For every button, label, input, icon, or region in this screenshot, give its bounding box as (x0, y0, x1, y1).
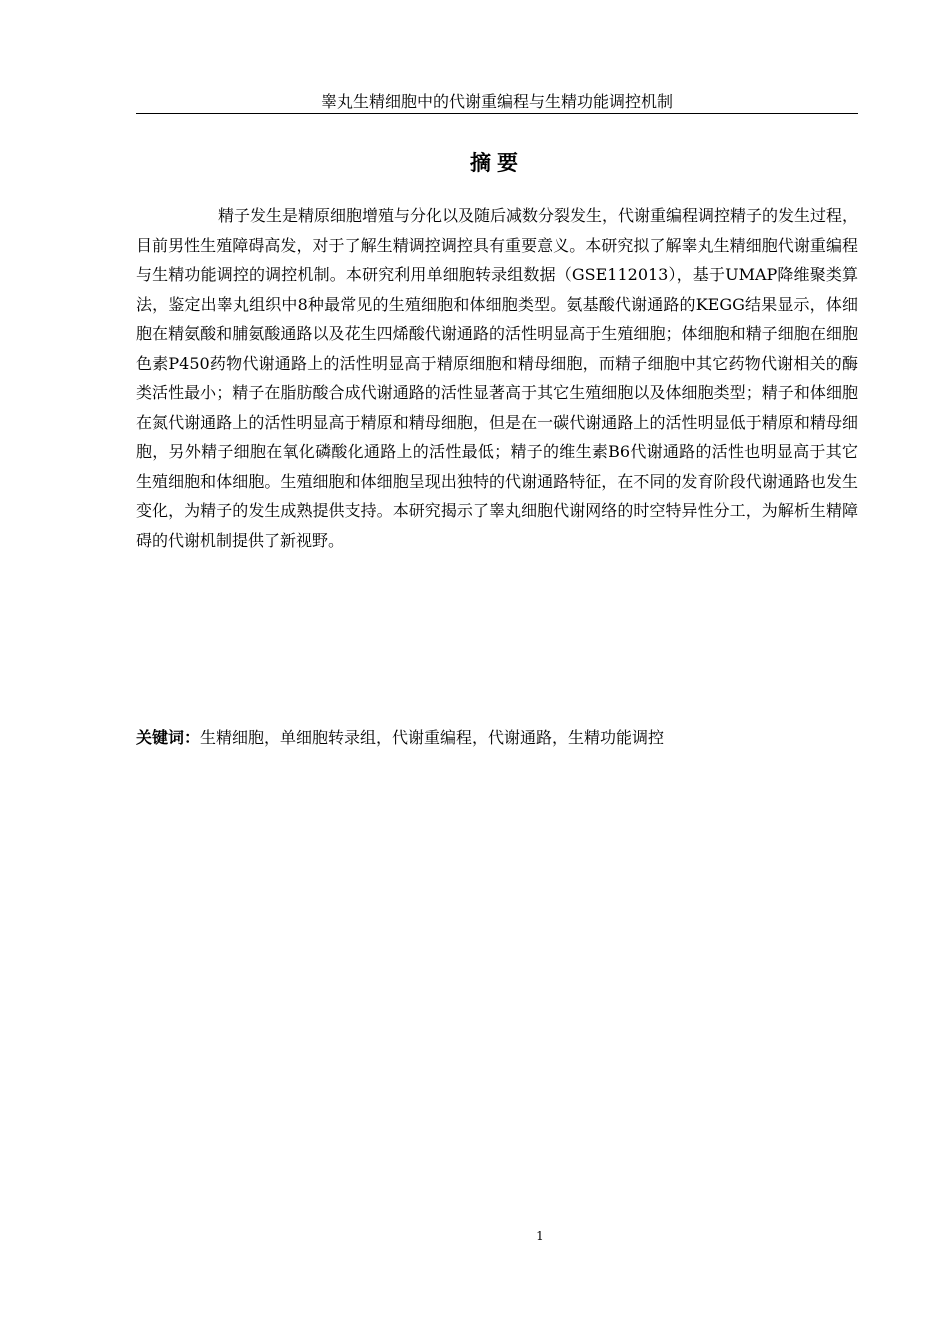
abstract-title: 摘要 (470, 151, 524, 175)
abstract-body: 精子发生是精原细胞增殖与分化以及随后减数分裂发生，代谢重编程调控精子的发生过程，目前男性生殖障碍高发，对于了解生精调控调控具有重要意义。本研究拟了解睾丸生精细胞代谢重编程与生精功能调控的调控机制。本研究利用单细胞转录组数据（GSE112013），基于UMAP降维聚类算法，鉴定出睾丸组织中8种最常见的生殖细胞和体细胞类型。氨基酸代谢通路的KEGG结果显示，体细胞在精氨酸和脯氨酸通路以及花生四烯酸代谢通路的活性明显高于生殖细胞；体细胞和精子细胞在细胞色素P450药物代谢通路上的活性明显高于精原细胞和精母细胞，而精子细胞中其它药物代谢相关的酶类活性最小；精子在脂肪酸合成代谢通路的活性显著高于其它生殖细胞以及体细胞类型；精子和体细胞在氮代谢通路上的活性明显高于精原和精母细胞，但是在一碳代谢通路上的活性明显低于精原和精母细胞，另外精子细胞在氧化磷酸化通路上的活性最低；精子的维生素B6代谢通路的活性也明显高于其它生殖细胞和体细胞。生殖细胞和体细胞呈现出独特的代谢通路特征，在不同的发育阶段代谢通路也发生变化，为精子的发生成熟提供支持。本研究揭示了睾丸细胞代谢网络的时空特异性分工，为解析生精障碍的代谢机制提供了新视野。 (136, 206, 859, 550)
running-header: 睾丸生精细胞中的代谢重编程与生精功能调控机制 (136, 92, 858, 114)
keywords-label: 关键词： (136, 728, 201, 747)
keywords-line (136, 723, 858, 753)
keywords-text: 生精细胞，单细胞转录组，代谢重编程，代谢通路，生精功能调控 (200, 728, 665, 747)
page-number: 1 (536, 1229, 544, 1243)
